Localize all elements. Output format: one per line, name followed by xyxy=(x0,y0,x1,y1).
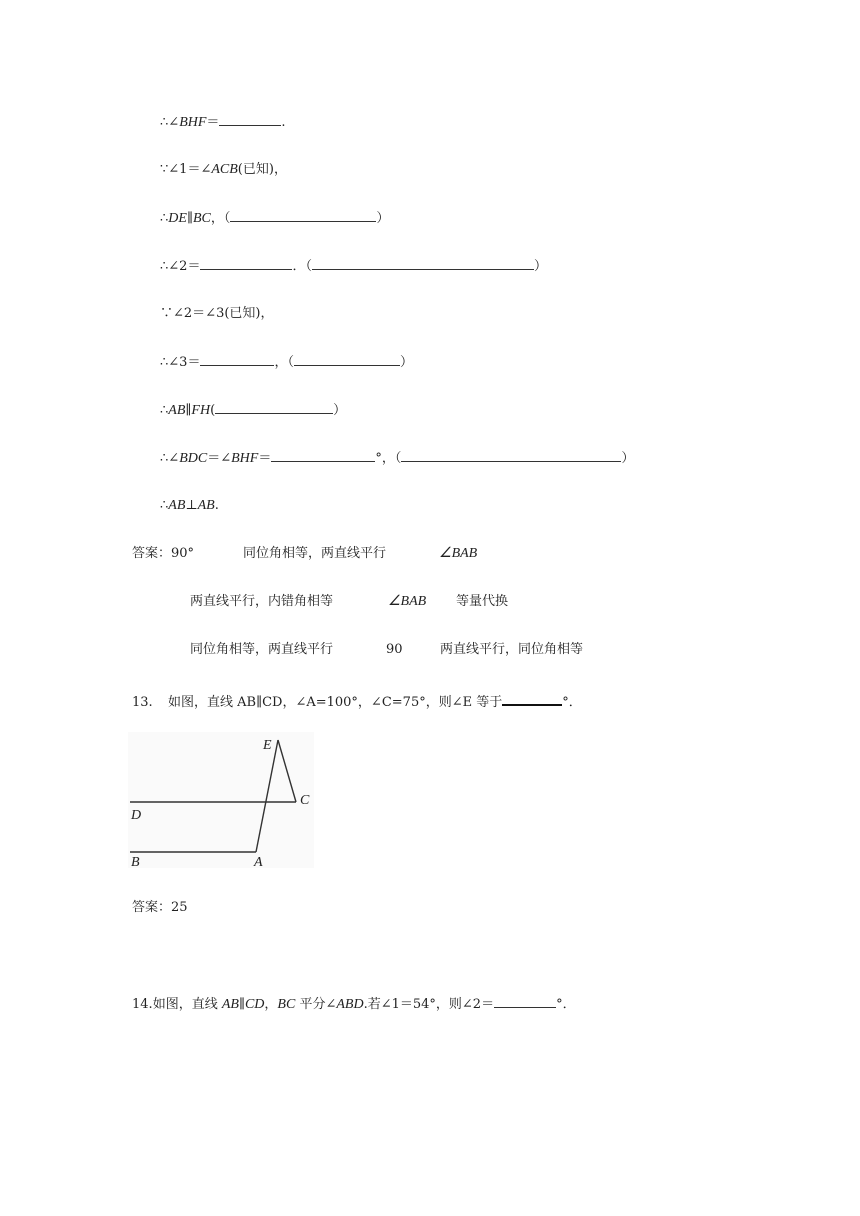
answer-blank[interactable] xyxy=(200,353,274,366)
line-name: BC xyxy=(192,211,211,226)
proof-line-6 xyxy=(160,353,413,372)
therefore-symbol: ∴ xyxy=(160,403,169,418)
line-name: AB xyxy=(168,498,186,513)
answer-blank[interactable] xyxy=(271,449,375,462)
angle-name: BHF xyxy=(231,451,259,466)
therefore-symbol: ∴ xyxy=(160,115,169,130)
question-text: 如图，直线 xyxy=(152,997,222,1012)
therefore-symbol: ∴ xyxy=(160,498,169,513)
proof-line-2 xyxy=(160,161,287,179)
punctuation: ，（ xyxy=(210,211,231,226)
label-A: A xyxy=(254,855,263,868)
proof-line-1 xyxy=(160,113,286,132)
equals-angle: ＝∠ xyxy=(207,451,232,466)
reason-blank[interactable] xyxy=(215,401,333,414)
question-number: 13. xyxy=(132,695,153,710)
answer-blank[interactable] xyxy=(219,113,281,126)
answer-item: 等量代换 xyxy=(456,594,509,609)
proof-line-8 xyxy=(160,449,634,468)
proof-line-9 xyxy=(160,497,219,515)
line-name: AB xyxy=(168,403,186,418)
answer-label: 答案： xyxy=(132,546,172,561)
question-13 xyxy=(132,692,582,712)
answer-blank[interactable] xyxy=(200,257,292,270)
proof-line-7 xyxy=(160,401,346,420)
angle-text: ∠3＝ xyxy=(168,355,201,370)
reason-blank[interactable] xyxy=(312,257,534,270)
close-paren: ） xyxy=(399,355,413,370)
answer-blank[interactable] xyxy=(494,995,556,1008)
equals: ＝ xyxy=(206,115,220,130)
because-symbol: ∵ xyxy=(160,162,169,177)
answer-item: 90 xyxy=(386,642,403,657)
answer-row-1 xyxy=(132,545,477,563)
because-symbol: ∵ xyxy=(160,306,174,321)
equals: ＝ xyxy=(258,451,272,466)
close-paren: ） xyxy=(376,211,390,226)
punctuation: ， xyxy=(264,997,278,1012)
angle-name: ACB xyxy=(211,162,238,177)
label-E: E xyxy=(263,738,272,753)
angle-text: ∠2＝ xyxy=(168,259,201,274)
question-text: 平分∠ xyxy=(295,997,337,1012)
question-text: 如图，直线 AB∥CD，∠A=100°，∠C=75°，则∠E 等于 xyxy=(168,695,503,710)
answer-item: 两直线平行，内错角相等 xyxy=(190,594,334,609)
answer-item: ∠BAB xyxy=(439,546,478,561)
close-paren: ） xyxy=(533,259,547,274)
question-number: 14. xyxy=(132,997,153,1012)
answer-row-2 xyxy=(190,593,508,611)
parallel-symbol: ∥ xyxy=(238,997,245,1012)
period: . xyxy=(214,498,219,513)
answer-13 xyxy=(132,899,188,917)
reason-blank[interactable] xyxy=(401,449,621,462)
reason-text: (已知)， xyxy=(237,162,287,177)
parallel-symbol: ∥ xyxy=(186,211,193,226)
given-text: ∠2＝∠3(已知)， xyxy=(173,306,274,321)
period: . xyxy=(281,115,286,130)
parallel-symbol: ∥ xyxy=(185,403,192,418)
therefore-symbol: ∴ xyxy=(160,259,169,274)
answer-item: ∠BAB xyxy=(388,594,427,609)
answer-item: 90° xyxy=(171,546,195,561)
angle-text: ∠1＝∠ xyxy=(168,162,212,177)
line-name: FH xyxy=(191,403,211,418)
close-paren: ） xyxy=(621,451,635,466)
line-name: DE xyxy=(168,211,187,226)
line-name: AB xyxy=(221,997,239,1012)
answer-text: 答案：25 xyxy=(132,900,188,915)
label-D: D xyxy=(131,808,142,823)
angle-name: ABD xyxy=(336,997,364,1012)
therefore-symbol: ∴ xyxy=(160,451,169,466)
reason-blank[interactable] xyxy=(294,353,400,366)
question-text-end: °． xyxy=(556,997,576,1012)
line-name: BC xyxy=(277,997,296,1012)
proof-line-3 xyxy=(160,209,389,228)
answer-blank[interactable] xyxy=(502,692,562,706)
perpendicular-symbol: ⊥ xyxy=(185,498,198,513)
punctuation: ，（ xyxy=(274,355,294,370)
proof-line-4 xyxy=(160,257,547,276)
answer-item: 两直线平行，同位角相等 xyxy=(440,642,584,657)
therefore-symbol: ∴ xyxy=(160,211,169,226)
angle-name: BHF xyxy=(179,115,207,130)
label-C: C xyxy=(300,793,310,808)
angle-symbol: ∠ xyxy=(168,451,180,466)
therefore-symbol: ∴ xyxy=(160,355,169,370)
close-paren: ） xyxy=(333,403,347,418)
line-name: CD xyxy=(244,997,265,1012)
punctuation: ．（ xyxy=(292,259,312,274)
geometry-figure xyxy=(128,732,314,868)
question-text-end: °． xyxy=(562,695,582,710)
answer-row-3 xyxy=(190,641,583,659)
reason-blank[interactable] xyxy=(230,209,376,222)
angle-name: BDC xyxy=(179,451,208,466)
angle-symbol: ∠ xyxy=(168,115,180,130)
open-paren: ( xyxy=(210,403,216,418)
answer-item: 同位角相等，两直线平行 xyxy=(190,642,334,657)
punctuation: °，（ xyxy=(375,451,402,466)
line-name: AB xyxy=(197,498,215,513)
question-14 xyxy=(132,995,576,1014)
question-text: .若∠1＝54°，则∠2＝ xyxy=(363,997,495,1012)
proof-line-5 xyxy=(160,305,274,323)
answer-item: 同位角相等，两直线平行 xyxy=(243,546,387,561)
label-B: B xyxy=(131,855,140,868)
